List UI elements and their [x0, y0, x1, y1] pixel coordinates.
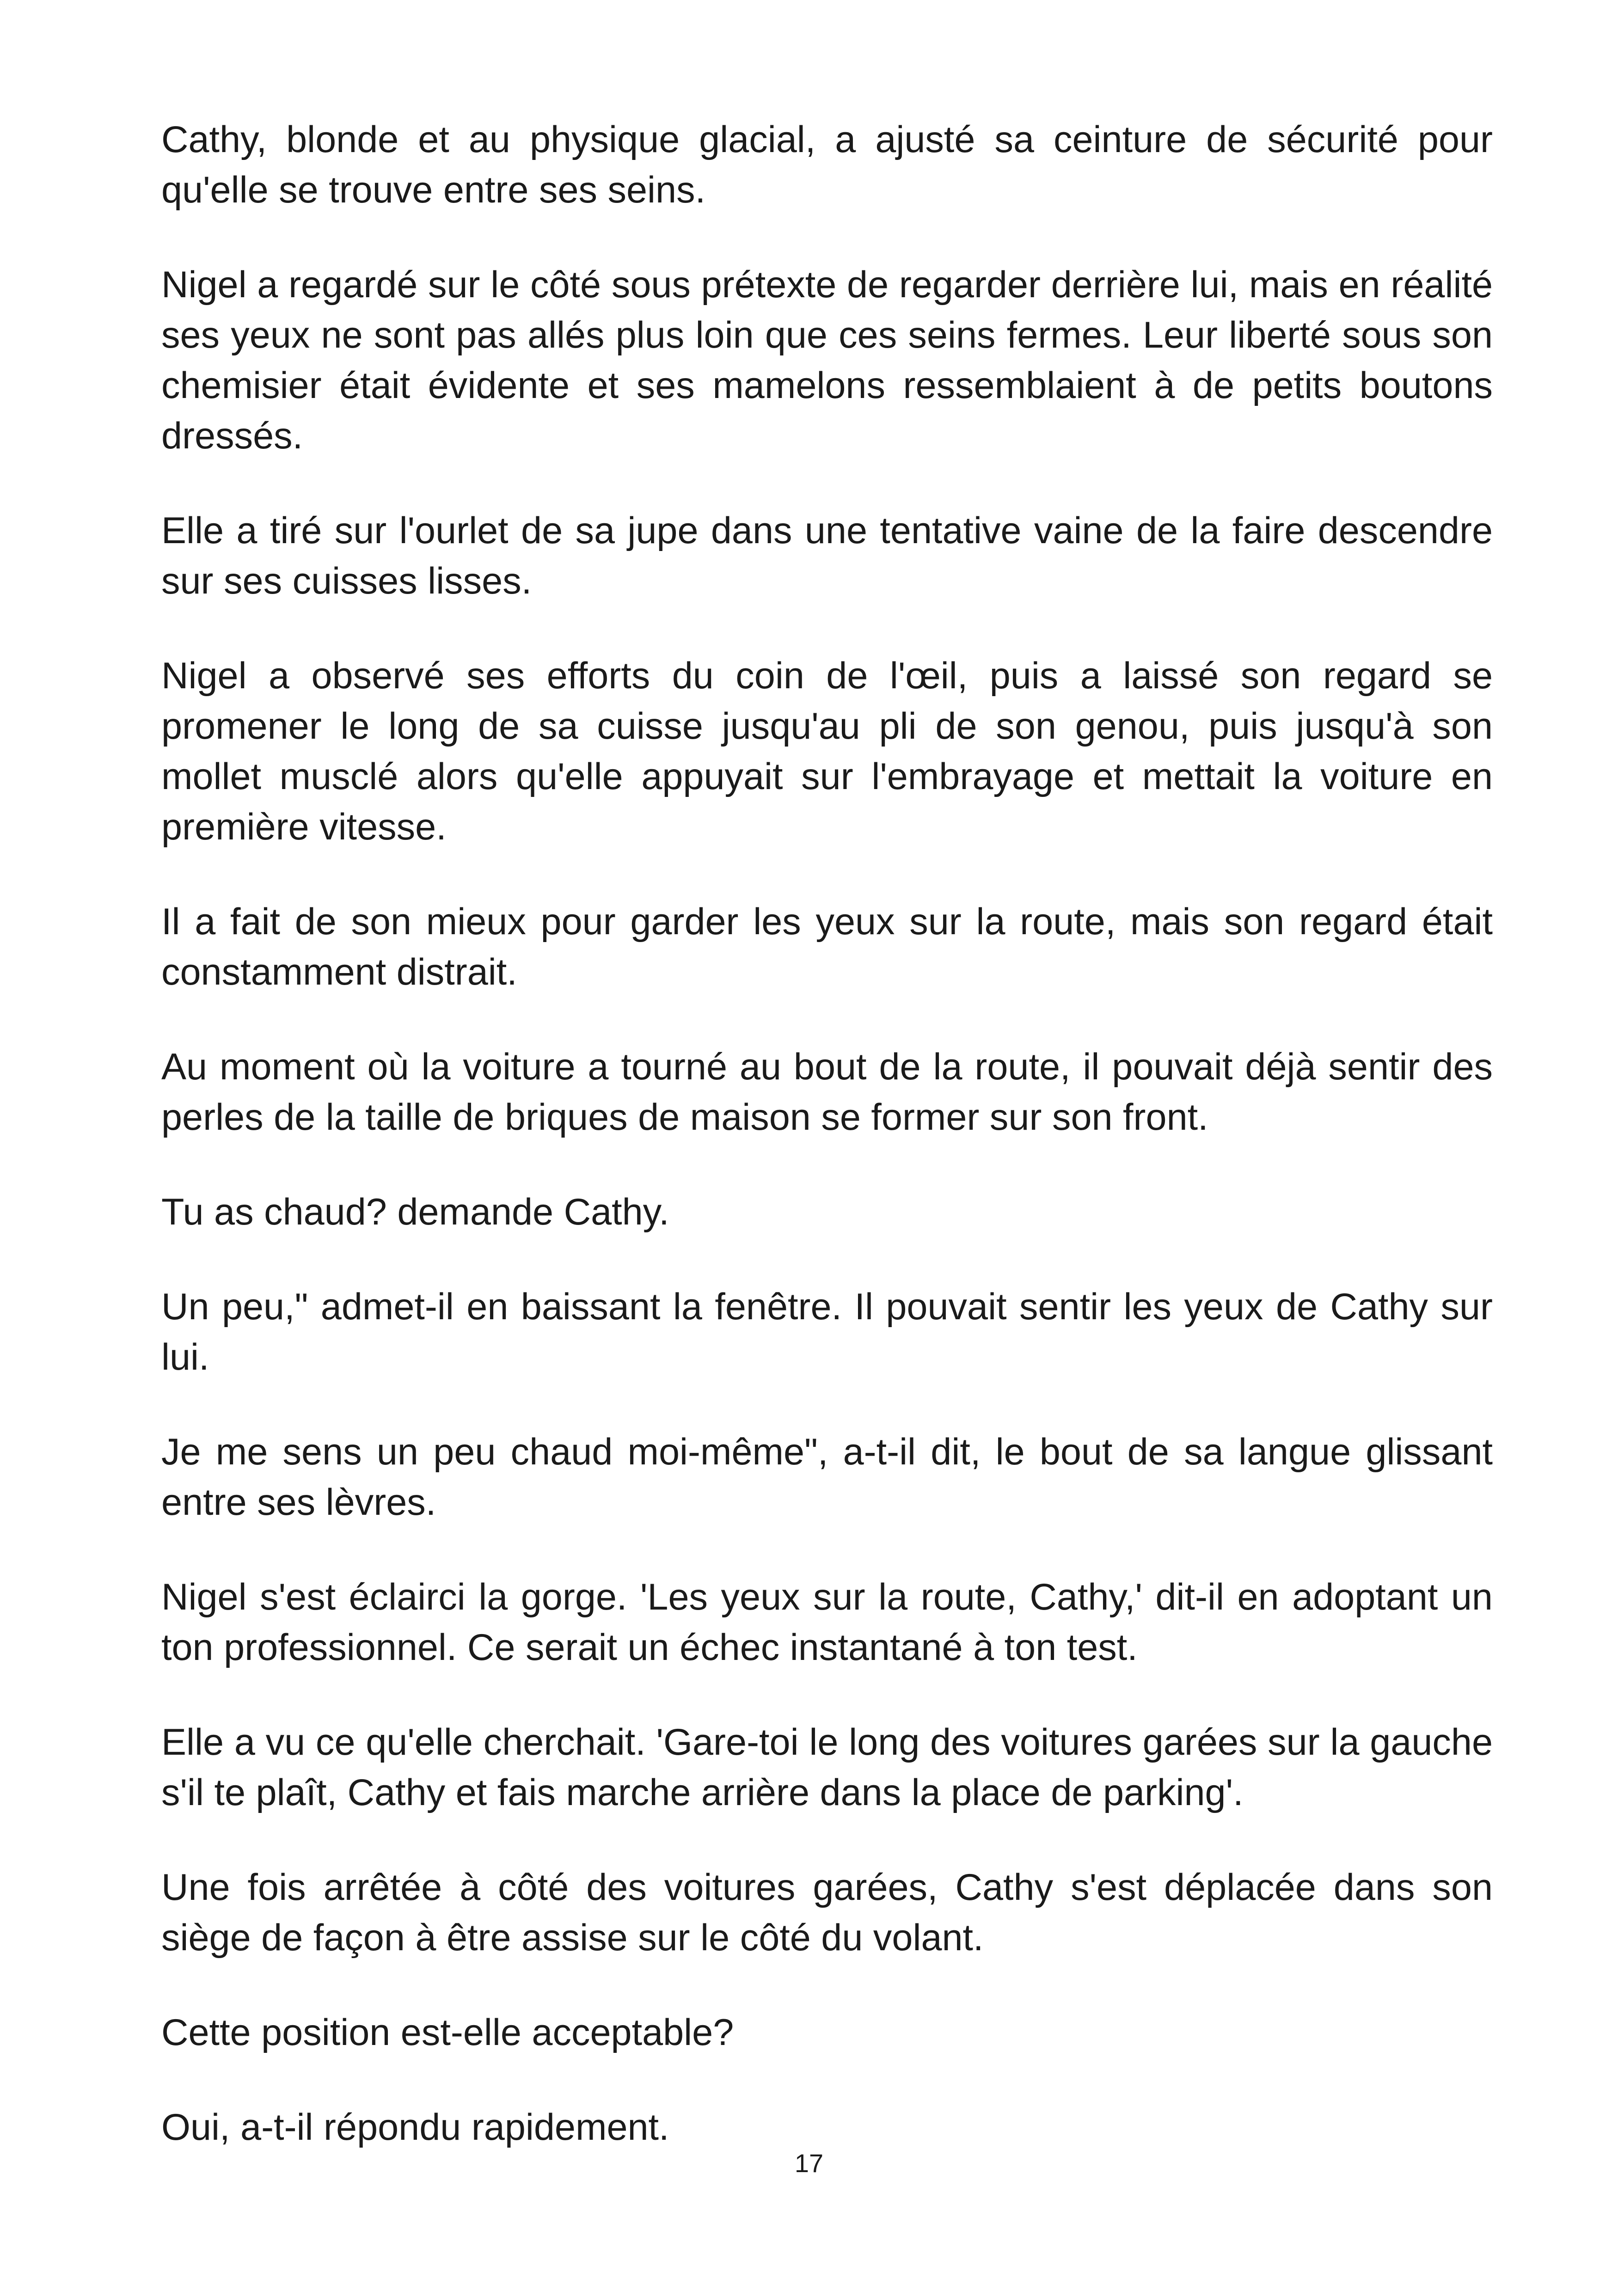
paragraph: Nigel a regardé sur le côté sous prétexte de regarder derrière lui, mais en réalité ses yeux ne sont pas allés plus loin que ces seins fermes. Leur liberté sous son chemisier était évidente et ses mamelons ressemblaient à de petits boutons dressés.	[161, 264, 1493, 457]
page-number: 17	[794, 2149, 824, 2178]
paragraph: Nigel a observé ses efforts du coin de l'œil, puis a laissé son regard se promener le long de sa cuisse jusqu'au pli de son genou, puis jusqu'à son mollet musclé alors qu'elle appuyait sur l'embrayage et mettait la voiture en première vitesse.	[161, 655, 1493, 848]
paragraph: Nigel s'est éclairci la gorge. 'Les yeux sur la route, Cathy,' dit-il en adoptant un ton professionnel. Ce serait un échec instantané à ton test.	[161, 1576, 1493, 1668]
paragraph: Je me sens un peu chaud moi-même", a-t-il dit, le bout de sa langue glissant entre ses lèvres.	[161, 1431, 1493, 1523]
paragraph: Cathy, blonde et au physique glacial, a ajusté sa ceinture de sécurité pour qu'elle se trouve entre ses seins.	[161, 119, 1493, 211]
paragraph: Il a fait de son mieux pour garder les yeux sur la route, mais son regard était constamment distrait.	[161, 901, 1493, 993]
paragraph: Une fois arrêtée à côté des voitures garées, Cathy s'est déplacée dans son siège de façon à être assise sur le côté du volant.	[161, 1867, 1493, 1959]
paragraph: Tu as chaud? demande Cathy.	[161, 1191, 669, 1233]
page-body	[161, 115, 1493, 2197]
paragraph: Un peu," admet-il en baissant la fenêtre. Il pouvait sentir les yeux de Cathy sur lui.	[161, 1286, 1493, 1378]
paragraph: Elle a tiré sur l'ourlet de sa jupe dans une tentative vaine de la faire descendre sur ses cuisses lisses.	[161, 510, 1493, 602]
paragraph: Cette position est-elle acceptable?	[161, 2012, 734, 2053]
paragraph: Elle a vu ce qu'elle cherchait. 'Gare-toi le long des voitures garées sur la gauche s'il te plaît, Cathy et fais marche arrière dans la place de parking'.	[161, 1721, 1493, 1813]
paragraph: Oui, a-t-il répondu rapidement.	[161, 2106, 669, 2148]
paragraph: Au moment où la voiture a tourné au bout de la route, il pouvait déjà sentir des perles de la taille de briques de maison se former sur son front.	[161, 1046, 1493, 1138]
